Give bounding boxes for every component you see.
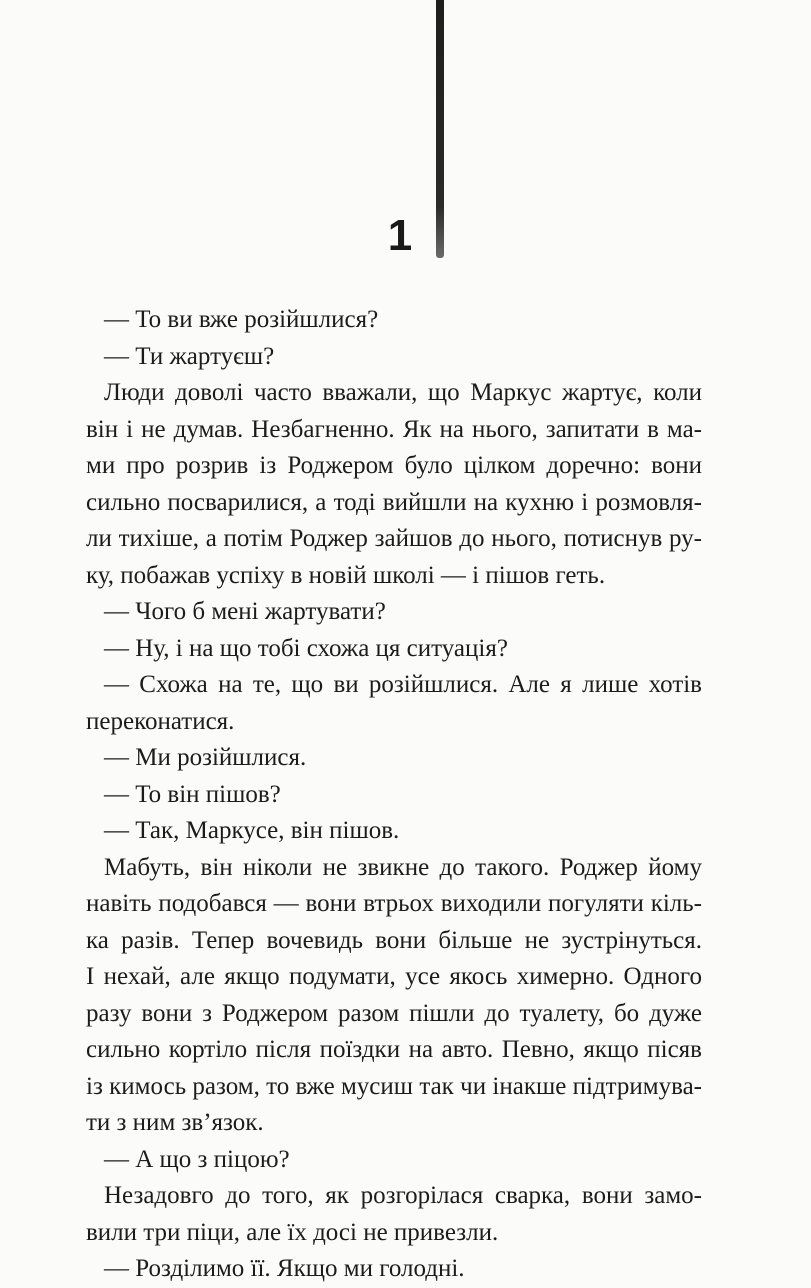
text-line: Мабуть, він ніколи не звикне до такого. Роджер йому xyxy=(104,853,702,881)
text-line: ти з ним зв’язок. xyxy=(86,1109,264,1136)
text-line: навіть подобався — вони втрьох виходили погуляти кіль- xyxy=(86,890,702,917)
text-line: — А що з піцою? xyxy=(104,1145,290,1173)
text-line: Незадовго до того, як розгорілася сварка, вони замо- xyxy=(104,1182,702,1209)
text-line: із кимось разом, то вже мусиш так чи інакше підтримува- xyxy=(86,1072,702,1100)
text-line: сильно кортіло після поїздки на авто. Певно, якщо пісяв xyxy=(86,1036,702,1063)
text-line: переконатися. xyxy=(86,707,235,735)
text-line: — Розділимо її. Якщо ми голодні. xyxy=(104,1255,465,1282)
text-line: ку, побажав успіху в новій школі — і пішов геть. xyxy=(86,561,606,589)
text-line: — Ми розійшлися. xyxy=(104,744,307,771)
text-line: — Ти жартуєш? xyxy=(104,342,275,370)
text-line: — Ну, і на що тобі схожа ця ситуація? xyxy=(104,634,508,662)
text-line: сильно посварилися, а тоді вийшли на кухню і розмовля- xyxy=(86,488,702,516)
text-line: Люди доволі часто вважали, що Маркус жартує, коли xyxy=(104,379,702,406)
text-line: вили три піци, але їх досі не привезли. xyxy=(86,1218,499,1246)
text-line: ка разів. Тепер вочевидь вони більше не зустрінуться. xyxy=(86,926,702,954)
chapter-rule xyxy=(436,0,444,258)
text-line: — Чого б мені жартувати? xyxy=(104,598,386,625)
text-line: — Схожа на те, що ви розійшлися. Але я лише хотів xyxy=(104,671,702,698)
text-line: ми про розрив із Роджером було цілком доречно: вони xyxy=(86,452,702,479)
text-line: ли тихіше, а потім Роджер зайшов до нього, потиснув ру- xyxy=(86,525,702,552)
chapter-number: 1 xyxy=(387,211,413,260)
chapter-text xyxy=(86,302,702,1288)
text-line: — То ви вже розійшлися? xyxy=(104,306,379,333)
text-line: — То він пішов? xyxy=(104,780,281,808)
text-line: І нехай, але якщо подумати, усе якось химерно. Одного xyxy=(86,963,702,990)
text-line: — Так, Маркусе, він пішов. xyxy=(104,817,400,844)
text-line: він і не думав. Незбагненно. Як на нього, запитати в ма- xyxy=(86,415,702,443)
text-line: разу вони з Роджером разом пішли до туалету, бо дуже xyxy=(86,999,702,1027)
